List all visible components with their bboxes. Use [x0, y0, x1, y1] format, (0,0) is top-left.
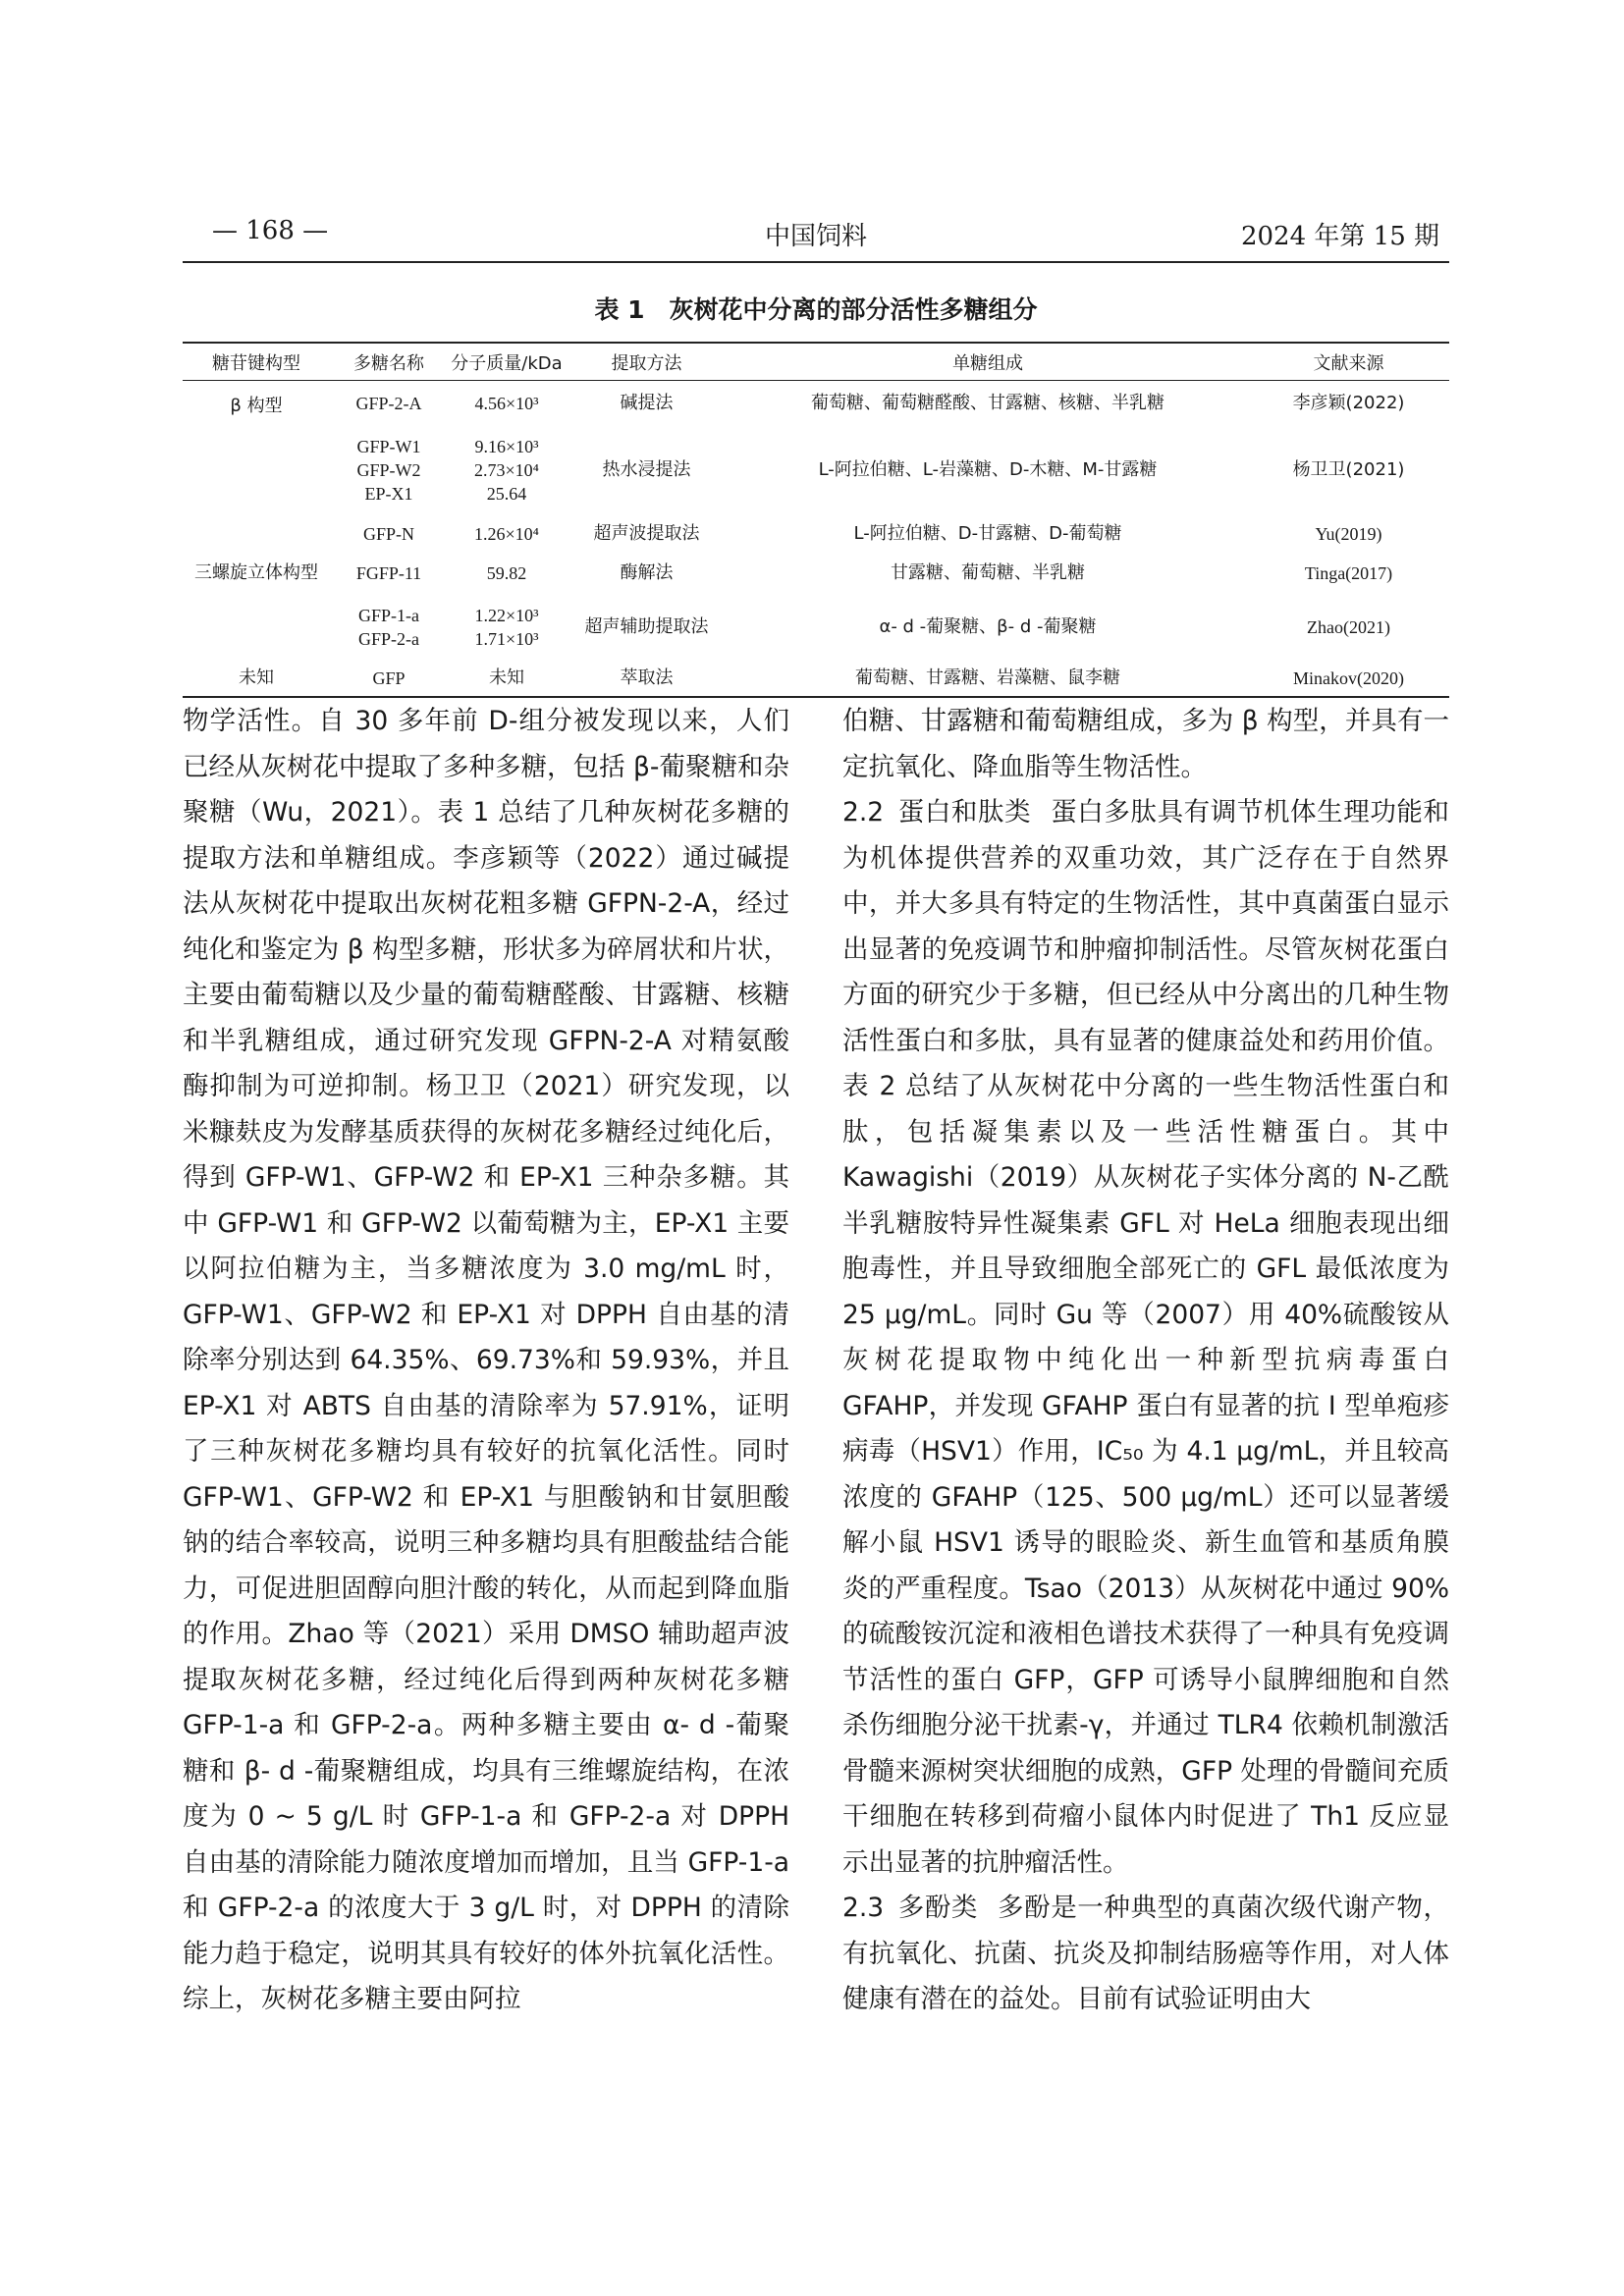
name-line: GFP-W2: [356, 459, 421, 480]
monosaccharide-cell: 甘露糖、葡萄糖、半乳糖: [891, 561, 1085, 583]
extraction-method-cell: 热水浸提法: [602, 458, 691, 480]
extraction-method-cell: 超声波提取法: [593, 522, 700, 544]
reference-cell: 杨卫卫(2021): [1292, 458, 1405, 480]
reference-cell: 李彦颖(2022): [1292, 392, 1405, 413]
name-line: GFP-1-a: [358, 605, 419, 625]
page-header: [183, 210, 1449, 263]
mass-line: 25.64: [486, 483, 527, 504]
linkage-type-cell: 三螺旋立体构型: [194, 561, 318, 583]
reference-cell: Yu(2019): [1315, 523, 1382, 544]
molecular-mass-cell: 59.82: [486, 562, 527, 583]
linkage-type-cell: [183, 426, 330, 514]
body-paragraph: 物学活性。自 30 多年前 D-组分被发现以来，人们已经从灰树花中提取了多种多糖，包括 β-葡聚糖和杂聚糖（Wu，2021）。表 1 总结了几种灰树花多糖的提取方法和单糖组成。李彦颖等（2022）通过碱提法从灰树花中提取出灰树花粗多糖 GFPN-2-A，经过纯化和鉴定为 β 构型多糖，形状多为碎屑状和片状，主要由葡萄糖以及少量的葡萄糖醛酸、甘露糖、核糖和半乳糖组成，通过研究发现 GFPN-2-A 对精氨酸酶抑制为可逆抑制。杨卫卫（2021）研究发现，以米糠麸皮为发酵基质获得的灰树花多糖经过纯化后，得到 GFP-W1、GFP-W2 和 EP-X1 三种杂多糖。其中 GFP-W1 和 GFP-W2 以葡萄糖为主，EP-X1 主要以阿拉伯糖为主，当多糖浓度为 3.0 mg/mL 时，GFP-W1、GFP-W2 和 EP-X1 对 DPPH 自由基的清除率分别达到 64.35%、69.73%和 59.93%，并且 EP-X1 对 ABTS 自由基的清除率为 57.91%，证明了三种灰树花多糖均具有较好的抗氧化活性。同时 GFP-W1、GFP-W2 和 EP-X1 与胆酸钠和甘氨胆酸钠的结合率较高，说明三种多糖均具有胆酸盐结合能力，可促进胆固醇向胆汁酸的转化，从而起到降血脂的作用。Zhao 等（2021）采用 DMSO 辅助超声波提取灰树花多糖，经过纯化后得到两种灰树花多糖 GFP-1-a 和 GFP-2-a。两种多糖主要由 α- d -葡聚糖和 β- d -葡聚糖组成，均具有三维螺旋结构，在浓度为 0 ~ 5 g/L 时 GFP-1-a 和 GFP-2-a 对 DPPH 自由基的清除能力随浓度增加而增加，且当 GFP-1-a 和 GFP-2-a 的浓度大于 3 g/L 时，对 DPPH 的清除能力趋于稳定，说明其具有较好的体外抗氧化活性。综上，灰树花多糖主要由阿拉: [183, 706, 789, 2014]
monosaccharide-cell: 葡萄糖、甘露糖、岩藻糖、鼠李糖: [728, 662, 1248, 697]
reference-cell: Minakov(2020): [1248, 662, 1449, 697]
polysaccharide-name-cell: GFP-N: [362, 523, 414, 544]
monosaccharide-cell: L-阿拉伯糖、L-岩藻糖、D-木糖、M-甘露糖: [818, 458, 1158, 480]
left-text-column: [183, 699, 789, 2023]
polysaccharide-name-cell: [330, 593, 448, 662]
section-number: 2.3: [842, 1893, 885, 1923]
table-header-row: [183, 343, 1449, 381]
name-line: EP-X1: [364, 483, 413, 504]
col-header: 糖苷键构型: [183, 343, 330, 381]
molecular-mass-cell: [448, 426, 566, 514]
journal-name: 中国饲料: [764, 222, 867, 251]
table-row: [183, 593, 1449, 662]
polysaccharide-name-cell: FGFP-11: [355, 562, 422, 583]
extraction-method-cell: 萃取法: [566, 662, 728, 697]
section-2-2: [842, 790, 1449, 1886]
linkage-type-cell: 未知: [183, 662, 330, 697]
table-row: [183, 381, 1449, 426]
section-number: 2.2: [842, 797, 885, 828]
col-header: 分子质量/kDa: [448, 343, 566, 381]
linkage-type-cell: [183, 593, 330, 662]
molecular-mass-cell: 未知: [448, 662, 566, 697]
polysaccharide-name-cell: GFP: [330, 662, 448, 697]
right-text-column: [842, 699, 1449, 2023]
col-header: 多糖名称: [330, 343, 448, 381]
body-paragraph: 伯糖、甘露糖和葡萄糖组成，多为 β 构型，并具有一定抗氧化、降血脂等生物活性。: [842, 706, 1449, 782]
mass-line: 1.71×10³: [474, 628, 539, 649]
mass-line: 1.22×10³: [474, 605, 539, 625]
name-line: GFP-2-a: [358, 628, 419, 649]
table-row: [183, 554, 1449, 593]
col-header: 提取方法: [566, 343, 728, 381]
polysaccharide-table: [183, 342, 1449, 698]
col-header: 文献来源: [1248, 343, 1449, 381]
polysaccharide-name-cell: GFP-2-A: [355, 393, 422, 413]
table-row: [183, 426, 1449, 514]
extraction-method-cell: 酶解法: [620, 561, 674, 583]
molecular-mass-cell: [448, 593, 566, 662]
molecular-mass-cell: 4.56×10³: [474, 393, 539, 413]
section-2-3: [842, 1886, 1449, 2023]
extraction-method-cell: 碱提法: [620, 392, 674, 413]
table-row: [183, 662, 1449, 697]
issue-label: 2024 年第 15 期: [1240, 222, 1439, 251]
molecular-mass-cell: 1.26×10⁴: [474, 523, 539, 544]
polysaccharide-name-cell: [330, 426, 448, 514]
section-title: 多酚类: [897, 1893, 979, 1923]
monosaccharide-cell: α- d -葡聚糖、β- d -葡聚糖: [879, 615, 1097, 637]
mass-line: 9.16×10³: [474, 436, 539, 456]
page-number: — 168 —: [212, 216, 329, 245]
linkage-type-cell: [183, 514, 330, 554]
table-title: 表 1 灰树花中分离的部分活性多糖组分: [594, 295, 1038, 324]
section-text: 蛋白多肽具有调节机体生理功能和为机体提供营养的双重功效，其广泛存在于自然界中，并大多具有特定的生物活性，其中真菌蛋白显示出显著的免疫调节和肿瘤抑制活性。尽管灰树花蛋白方面的研究少于多糖，但已经从中分离出的几种生物活性蛋白和多肽，具有显著的健康益处和药用价值。表 2 总结了从灰树花中分离的一些生物活性蛋白和肽，包括凝集素以及一些活性糖蛋白。其中 Kawagishi（2019）从灰树花子实体分离的 N-乙酰半乳糖胺特异性凝集素 GFL 对 HeLa 细胞表现出细胞毒性，并且导致细胞全部死亡的 GFL 最低浓度为 25 μg/mL。同时 Gu 等（2007）用 40%硫酸铵从灰树花提取物中纯化出一种新型抗病毒蛋白 GFAHP，并发现 GFAHP 蛋白有显著的抗 I 型单疱疹病毒（HSV1）作用，IC₅₀ 为 4.1 μg/mL，并且较高浓度的 GFAHP（125、500 μg/mL）还可以显著缓解小鼠 HSV1 诱导的眼睑炎、新生血管和基质角膜炎的严重程度。Tsao（2013）从灰树花中通过 90%的硫酸铵沉淀和液相色谱技术获得了一种具有免疫调节活性的蛋白 GFP，GFP 可诱导小鼠脾细胞和自然杀伤细胞分泌干扰素-γ，并通过 TLR4 依赖机制激活骨髓来源树突状细胞的成熟，GFP 处理的骨髓间充质干细胞在转移到荷瘤小鼠体内时促进了 Th1 反应显示出显著的抗肿瘤活性。: [842, 797, 1450, 1878]
reference-cell: Zhao(2021): [1307, 616, 1390, 637]
section-text: 多酚是一种典型的真菌次级代谢产物，有抗氧化、抗菌、抗炎及抑制结肠癌等作用，对人体健康有潜在的益处。目前有试验证明由大: [842, 1893, 1450, 2014]
table-row: [183, 514, 1449, 554]
monosaccharide-cell: L-阿拉伯糖、D-甘露糖、D-葡萄糖: [853, 522, 1122, 544]
name-line: GFP-W1: [356, 436, 421, 456]
reference-cell: Tinga(2017): [1304, 562, 1393, 583]
mass-line: 2.73×10⁴: [474, 459, 539, 480]
section-title: 蛋白和肽类: [897, 797, 1032, 828]
col-header: 单糖组成: [728, 343, 1248, 381]
linkage-type-cell: β 构型: [230, 396, 283, 416]
extraction-method-cell: 超声辅助提取法: [584, 615, 709, 637]
monosaccharide-cell: 葡萄糖、葡萄糖醛酸、甘露糖、核糖、半乳糖: [811, 392, 1164, 413]
